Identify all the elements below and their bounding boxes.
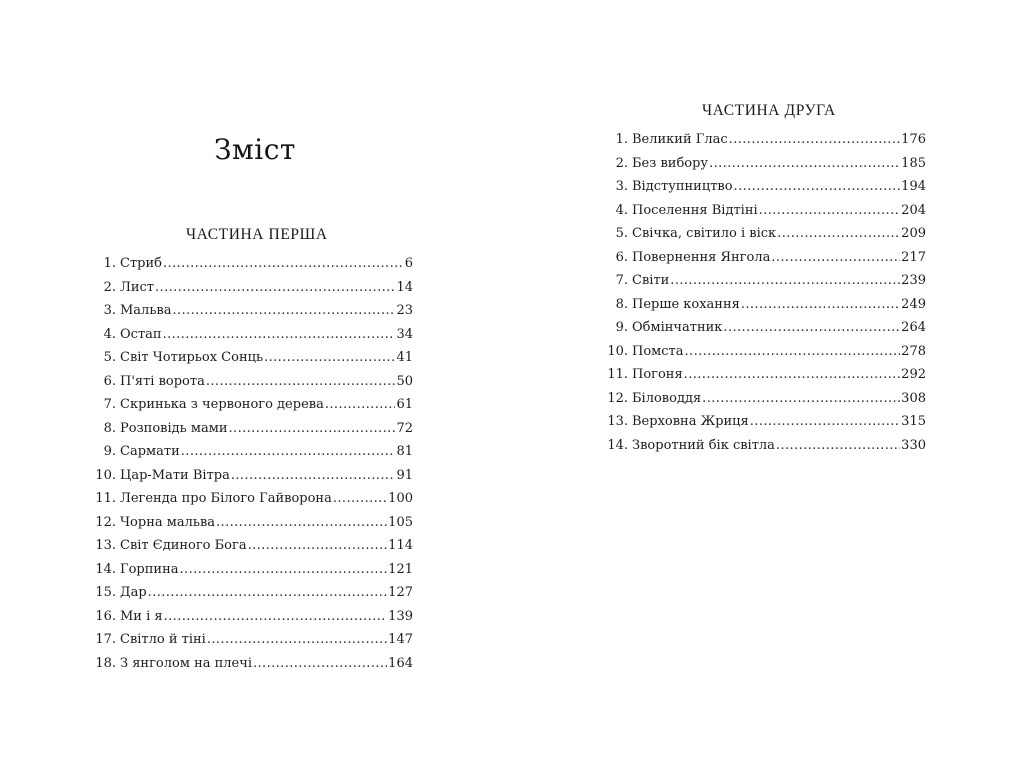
toc-entry — [95, 397, 413, 421]
entry-page-number: 249 — [901, 296, 926, 312]
toc-entry — [607, 203, 926, 227]
entry-title: Легенда про Білого Гайворона — [120, 491, 332, 506]
entry-number: 9. — [615, 320, 628, 335]
entry-number: 13. — [607, 414, 628, 429]
dot-leader — [723, 320, 900, 335]
toc-entry — [607, 367, 926, 391]
page-title: Зміст — [214, 133, 296, 166]
dot-leader — [759, 203, 901, 218]
dot-leader — [253, 656, 387, 671]
entry-number: 6. — [103, 373, 116, 389]
entry-title: Мальва — [120, 303, 172, 318]
toc-entry — [95, 585, 413, 609]
entry-number: 13. — [95, 538, 116, 553]
entry-number: 10. — [607, 343, 628, 359]
dot-leader — [729, 132, 901, 147]
dot-leader — [670, 273, 900, 288]
toc-entry — [607, 344, 926, 368]
toc-entry — [95, 515, 413, 539]
dot-leader — [750, 414, 900, 429]
entry-number: 10. — [95, 467, 116, 483]
toc-entry — [95, 327, 413, 351]
entry-number: 5. — [615, 226, 628, 241]
dot-leader — [685, 344, 901, 359]
dot-leader — [207, 632, 387, 647]
entry-title: Свічка, світило і віск — [632, 226, 777, 241]
toc-entry — [95, 491, 413, 515]
toc-entry — [607, 179, 926, 203]
entry-number: 1. — [615, 132, 628, 147]
entry-title: Лист — [120, 279, 154, 295]
dot-leader — [777, 226, 900, 241]
entry-title: П'яті ворота — [120, 373, 205, 389]
entry-number: 3. — [103, 303, 116, 318]
entry-title: Скринька з червоного дерева — [120, 397, 324, 412]
dot-leader — [248, 538, 388, 553]
toc-entry — [95, 256, 413, 280]
dot-leader — [709, 156, 900, 171]
toc-entry — [607, 156, 926, 180]
toc-entry — [95, 609, 413, 633]
part-one-toc-list — [95, 256, 413, 679]
entry-number: 2. — [615, 155, 628, 171]
dot-leader — [163, 256, 404, 271]
entry-page-number: 278 — [901, 343, 926, 359]
entry-title: Помста — [632, 343, 684, 359]
dot-leader — [264, 350, 395, 365]
toc-entry — [607, 250, 926, 274]
entry-page-number: 139 — [388, 608, 413, 624]
entry-number: 3. — [615, 179, 628, 194]
toc-entry — [95, 421, 413, 445]
entry-title: Зворотний бік світла — [632, 437, 775, 453]
part-two-heading: ЧАСТИНА ДРУГА — [702, 102, 836, 119]
toc-entry — [607, 297, 926, 321]
entry-title: Ми і я — [120, 608, 163, 624]
entry-number: 4. — [103, 326, 116, 342]
entry-title: Стриб — [120, 256, 162, 271]
dot-leader — [325, 397, 396, 412]
entry-page-number: 308 — [901, 390, 926, 406]
toc-entry — [607, 438, 926, 462]
entry-title: Чорна мальва — [120, 514, 216, 530]
entry-page-number: 14 — [396, 279, 413, 295]
entry-title: Великий Глас — [632, 132, 728, 147]
toc-entry — [607, 226, 926, 250]
toc-entry — [607, 414, 926, 438]
dot-leader — [206, 374, 396, 389]
entry-page-number: 194 — [901, 179, 926, 194]
entry-page-number: 127 — [388, 585, 413, 600]
toc-entry — [95, 444, 413, 468]
toc-entry — [95, 303, 413, 327]
part-two-toc-list — [607, 132, 926, 461]
entry-number: 6. — [615, 249, 628, 265]
entry-title: Цар-Мати Вітра — [120, 467, 230, 483]
dot-leader — [163, 327, 396, 342]
toc-entry — [607, 132, 926, 156]
entry-title: Остап — [120, 326, 162, 342]
dot-leader — [180, 562, 388, 577]
entry-page-number: 50 — [396, 373, 413, 389]
entry-title: Відступництво — [632, 179, 733, 194]
entry-number: 1. — [103, 256, 116, 271]
entry-number: 15. — [95, 585, 116, 600]
toc-entry — [95, 656, 413, 680]
entry-page-number: 264 — [901, 320, 926, 335]
entry-number: 4. — [615, 202, 628, 218]
toc-entry — [95, 280, 413, 304]
entry-title: Обмінчатник — [632, 320, 723, 335]
entry-page-number: 6 — [404, 256, 413, 271]
toc-entry — [95, 468, 413, 492]
entry-number: 11. — [95, 491, 116, 506]
entry-page-number: 204 — [901, 202, 926, 218]
entry-title: Світ Єдиного Бога — [120, 538, 247, 553]
entry-number: 12. — [95, 514, 116, 530]
toc-entry — [95, 562, 413, 586]
toc-entry — [607, 320, 926, 344]
entry-number: 9. — [103, 444, 116, 459]
toc-entry — [95, 632, 413, 656]
entry-page-number: 176 — [901, 132, 926, 147]
toc-entry — [607, 391, 926, 415]
entry-page-number: 147 — [388, 632, 413, 647]
entry-page-number: 164 — [388, 655, 413, 671]
dot-leader — [229, 421, 396, 436]
entry-title: Горпина — [120, 561, 179, 577]
entry-page-number: 315 — [901, 414, 926, 429]
entry-page-number: 330 — [901, 437, 926, 453]
entry-title: Світло й тіні — [120, 632, 206, 647]
entry-title: Поселення Відтіні — [632, 202, 758, 218]
entry-number: 17. — [95, 632, 116, 647]
toc-entry — [95, 350, 413, 374]
entry-title: Світ Чотирьох Сонць — [120, 350, 264, 365]
dot-leader — [181, 444, 396, 459]
dot-leader — [333, 491, 387, 506]
entry-page-number: 34 — [396, 326, 413, 342]
entry-page-number: 239 — [901, 273, 926, 288]
entry-title: Повернення Янгола — [632, 249, 771, 265]
entry-number: 8. — [103, 420, 116, 436]
entry-page-number: 91 — [396, 467, 413, 483]
dot-leader — [155, 280, 395, 295]
entry-page-number: 209 — [901, 226, 926, 241]
entry-title: Біловоддя — [632, 390, 702, 406]
entry-number: 11. — [607, 367, 628, 382]
toc-entry — [607, 273, 926, 297]
entry-page-number: 23 — [396, 303, 413, 318]
entry-page-number: 105 — [388, 514, 413, 530]
entry-number: 14. — [607, 437, 628, 453]
entry-page-number: 72 — [396, 420, 413, 436]
entry-page-number: 185 — [901, 155, 926, 171]
entry-number: 5. — [103, 350, 116, 365]
dot-leader — [771, 250, 900, 265]
toc-entry — [95, 538, 413, 562]
entry-title: Дар — [120, 585, 147, 600]
part-one-heading: ЧАСТИНА ПЕРША — [186, 226, 328, 243]
entry-page-number: 114 — [388, 538, 413, 553]
entry-number: 7. — [615, 273, 628, 288]
entry-title: Перше кохання — [632, 296, 740, 312]
dot-leader — [776, 438, 900, 453]
entry-page-number: 121 — [388, 561, 413, 577]
entry-page-number: 100 — [388, 491, 413, 506]
entry-page-number: 292 — [901, 367, 926, 382]
entry-number: 2. — [103, 279, 116, 295]
dot-leader — [684, 367, 901, 382]
entry-page-number: 217 — [901, 249, 926, 265]
entry-number: 16. — [95, 608, 116, 624]
entry-number: 12. — [607, 390, 628, 406]
entry-title: З янголом на плечі — [120, 655, 252, 671]
dot-leader — [148, 585, 388, 600]
dot-leader — [216, 515, 387, 530]
dot-leader — [734, 179, 901, 194]
toc-entry — [95, 374, 413, 398]
dot-leader — [231, 468, 396, 483]
entry-title: Розповідь мами — [120, 420, 228, 436]
entry-page-number: 81 — [396, 444, 413, 459]
entry-number: 8. — [615, 296, 628, 312]
entry-number: 7. — [103, 397, 116, 412]
entry-number: 14. — [95, 561, 116, 577]
dot-leader — [172, 303, 395, 318]
entry-number: 18. — [95, 655, 116, 671]
entry-page-number: 41 — [396, 350, 413, 365]
entry-title: Світи — [632, 273, 670, 288]
dot-leader — [164, 609, 388, 624]
dot-leader — [702, 391, 900, 406]
dot-leader — [741, 297, 900, 312]
entry-title: Погоня — [632, 367, 683, 382]
entry-title: Верховна Жриця — [632, 414, 749, 429]
entry-title: Сармати — [120, 444, 180, 459]
entry-title: Без вибору — [632, 155, 709, 171]
entry-page-number: 61 — [396, 397, 413, 412]
